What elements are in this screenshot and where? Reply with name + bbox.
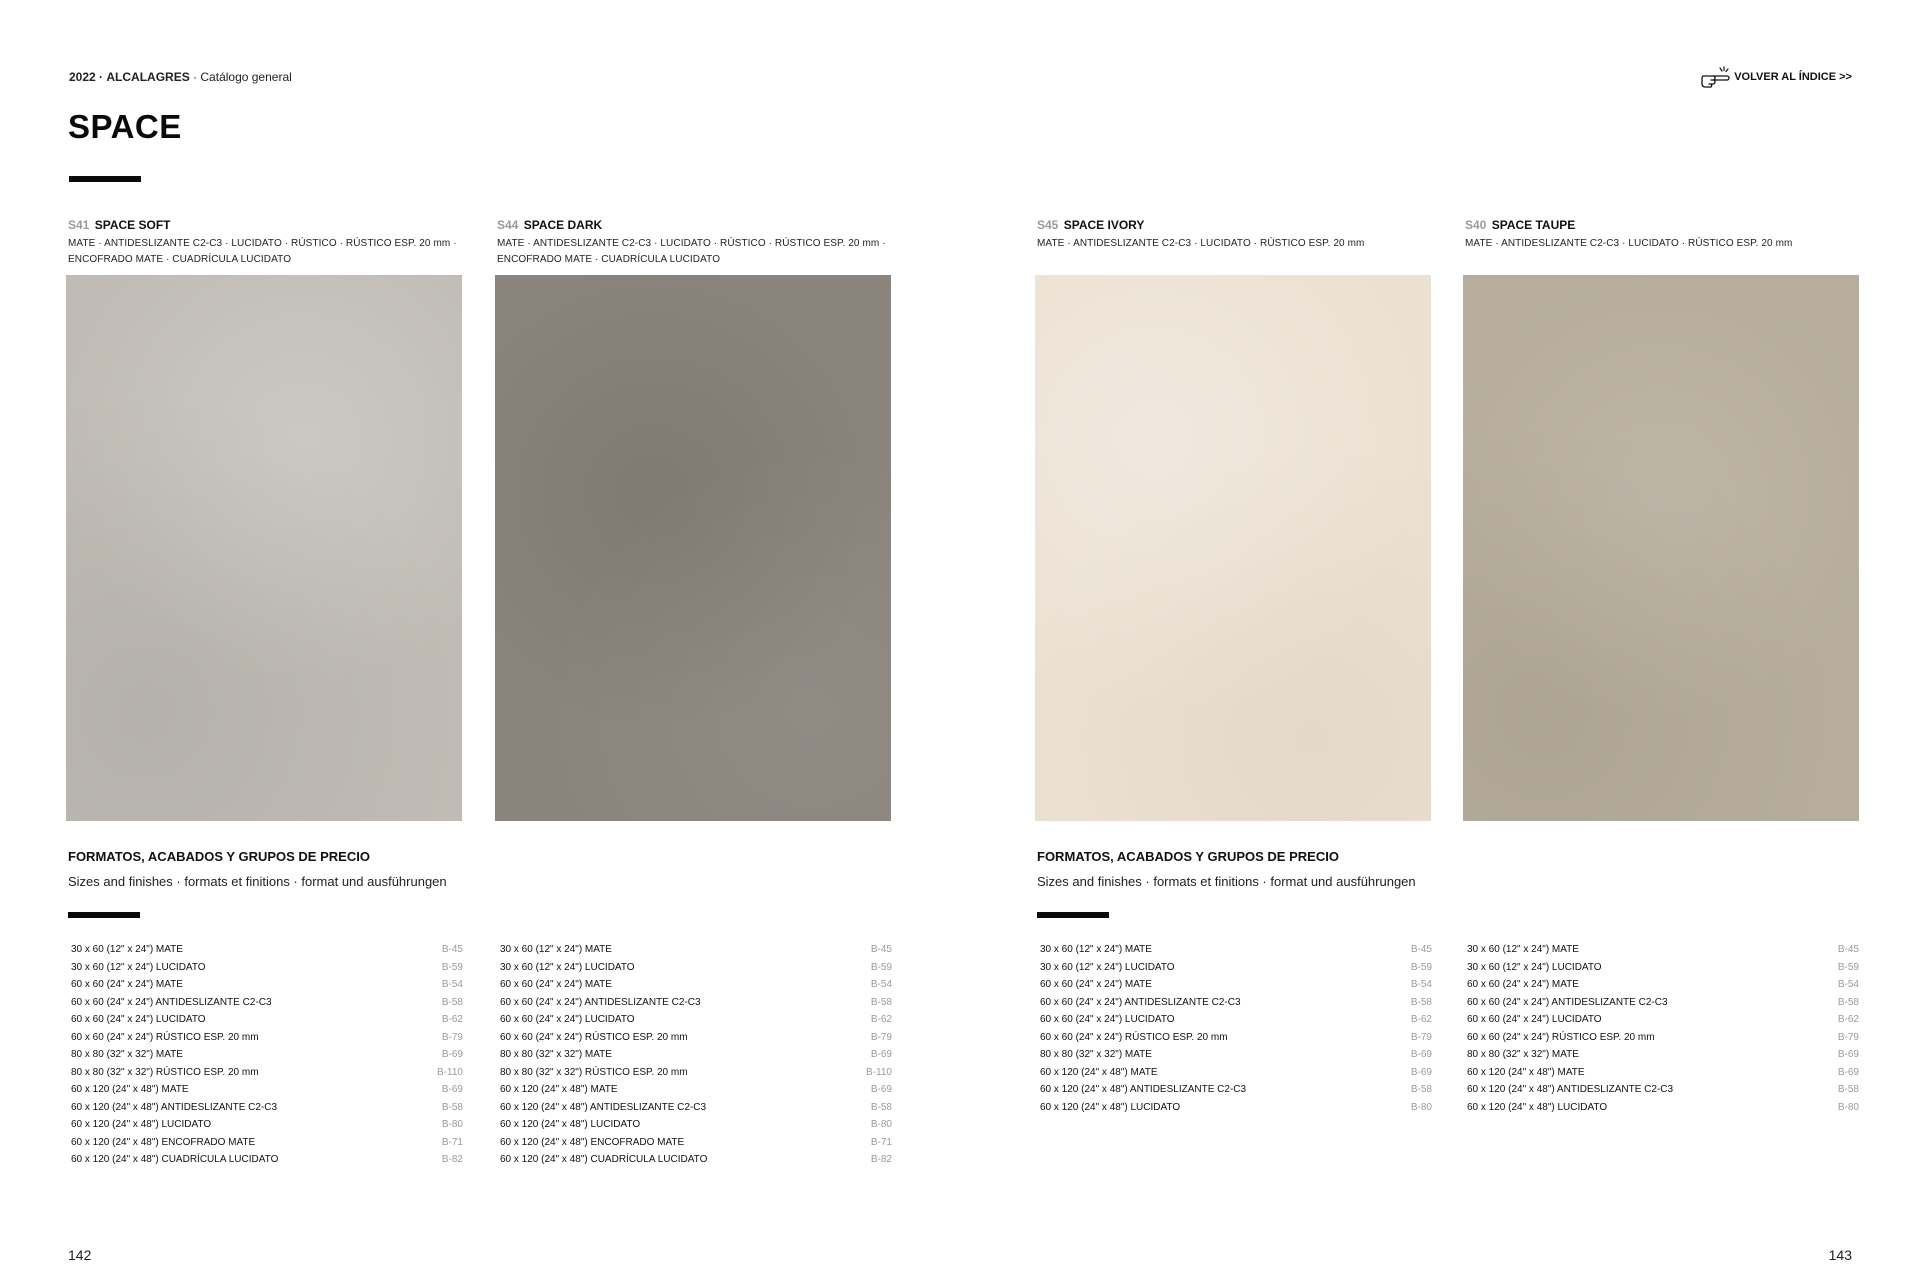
product-header-space-ivory xyxy=(1037,218,1437,252)
format-list-space-ivory xyxy=(1040,941,1432,1116)
product-header-space-dark xyxy=(497,218,897,268)
format-row xyxy=(71,941,463,959)
format-name: 60 x 60 (24" x 24") LUCIDATO xyxy=(1040,1014,1175,1026)
format-name: 60 x 120 (24" x 48") MATE xyxy=(500,1084,618,1096)
format-name: 60 x 120 (24" x 48") LUCIDATO xyxy=(500,1119,641,1131)
format-name: 30 x 60 (12" x 24") LUCIDATO xyxy=(1040,961,1175,973)
format-row xyxy=(1040,994,1432,1012)
format-row xyxy=(1467,1099,1859,1117)
format-name: 60 x 120 (24" x 48") LUCIDATO xyxy=(71,1119,212,1131)
page-title: SPACE xyxy=(68,108,182,145)
format-row xyxy=(1040,1081,1432,1099)
price-group-code: B-45 xyxy=(870,944,892,956)
product-finishes-line: MATE · ANTIDESLIZANTE C2-C3 · LUCIDATO · RÚSTICO ESP. 20 mm xyxy=(1465,238,1793,249)
format-row xyxy=(1040,1046,1432,1064)
format-name: 80 x 80 (32" x 32") MATE xyxy=(1040,1049,1152,1061)
format-row xyxy=(1040,1064,1432,1082)
format-row xyxy=(500,994,892,1012)
format-row xyxy=(71,976,463,994)
format-name: 80 x 80 (32" x 32") MATE xyxy=(71,1049,183,1061)
formats-underline xyxy=(68,912,140,918)
product-header-space-soft xyxy=(68,218,468,268)
format-row xyxy=(1467,941,1859,959)
format-row xyxy=(500,1151,892,1169)
format-row xyxy=(500,1029,892,1047)
format-row xyxy=(500,1099,892,1117)
format-row xyxy=(500,1064,892,1082)
price-group-code: B-54 xyxy=(441,979,463,991)
product-finishes xyxy=(68,236,468,268)
price-group-code: B-69 xyxy=(441,1084,463,1096)
format-row xyxy=(71,1011,463,1029)
format-name: 60 x 120 (24" x 48") ANTIDESLIZANTE C2-C3 xyxy=(1040,1084,1247,1096)
format-row xyxy=(1467,1029,1859,1047)
format-name: 60 x 120 (24" x 48") MATE xyxy=(71,1084,189,1096)
product-code: S41 xyxy=(68,218,90,232)
formats-subheading: Sizes and finishes · formats et finitions · format und ausführungen xyxy=(68,874,447,889)
price-group-code: B-69 xyxy=(870,1049,892,1061)
format-name: 60 x 120 (24" x 48") MATE xyxy=(1040,1066,1158,1078)
format-row xyxy=(71,1046,463,1064)
product-finishes-line: ENCOFRADO MATE · CUADRÍCULA LUCIDATO xyxy=(68,254,292,265)
page-number-left: 142 xyxy=(68,1247,92,1263)
format-name: 30 x 60 (12" x 24") MATE xyxy=(1467,944,1579,956)
format-row xyxy=(1040,959,1432,977)
format-row xyxy=(71,1081,463,1099)
price-group-code: B-79 xyxy=(1410,1031,1432,1043)
format-name: 60 x 60 (24" x 24") RÚSTICO ESP. 20 mm xyxy=(1467,1031,1655,1043)
formats-subheading: Sizes and finishes · formats et finitions · format und ausführungen xyxy=(1037,874,1416,889)
price-group-code: B-58 xyxy=(1410,1084,1432,1096)
format-name: 80 x 80 (32" x 32") MATE xyxy=(1467,1049,1579,1061)
product-finishes xyxy=(497,236,897,268)
price-group-code: B-59 xyxy=(1410,961,1432,973)
header-brand: ALCALAGRES xyxy=(106,70,190,84)
product-code: S45 xyxy=(1037,218,1059,232)
title-underline xyxy=(69,176,141,182)
tile-swatch-space-soft xyxy=(66,275,462,821)
price-group-code: B-54 xyxy=(1837,979,1859,991)
format-row xyxy=(1467,1081,1859,1099)
formats-heading: FORMATOS, ACABADOS Y GRUPOS DE PRECIO xyxy=(68,849,370,864)
price-group-code: B-82 xyxy=(870,1154,892,1166)
format-name: 60 x 60 (24" x 24") RÚSTICO ESP. 20 mm xyxy=(71,1031,259,1043)
format-name: 80 x 80 (32" x 32") RÚSTICO ESP. 20 mm xyxy=(71,1066,259,1078)
format-name: 60 x 60 (24" x 24") LUCIDATO xyxy=(1467,1014,1602,1026)
format-name: 60 x 60 (24" x 24") ANTIDESLIZANTE C2-C3 xyxy=(1467,996,1668,1008)
format-list-space-dark xyxy=(500,941,892,1169)
price-group-code: B-54 xyxy=(870,979,892,991)
formats-heading: FORMATOS, ACABADOS Y GRUPOS DE PRECIO xyxy=(1037,849,1339,864)
format-row xyxy=(500,1081,892,1099)
pointing-hand-icon xyxy=(1700,66,1730,88)
price-group-code: B-62 xyxy=(441,1014,463,1026)
price-group-code: B-79 xyxy=(441,1031,463,1043)
format-row xyxy=(500,959,892,977)
format-name: 60 x 60 (24" x 24") ANTIDESLIZANTE C2-C3 xyxy=(500,996,701,1008)
format-row xyxy=(1467,1064,1859,1082)
format-row xyxy=(1467,1011,1859,1029)
format-name: 30 x 60 (12" x 24") LUCIDATO xyxy=(71,961,206,973)
price-group-code: B-69 xyxy=(441,1049,463,1061)
price-group-code: B-59 xyxy=(1837,961,1859,973)
format-name: 60 x 120 (24" x 48") LUCIDATO xyxy=(1040,1101,1181,1113)
back-to-index-label: VOLVER AL ÍNDICE >> xyxy=(1734,71,1852,83)
format-row xyxy=(71,1064,463,1082)
price-group-code: B-69 xyxy=(1410,1066,1432,1078)
product-finishes xyxy=(1465,236,1865,252)
price-group-code: B-82 xyxy=(441,1154,463,1166)
format-name: 60 x 60 (24" x 24") RÚSTICO ESP. 20 mm xyxy=(1040,1031,1228,1043)
tile-swatch-space-taupe xyxy=(1463,275,1859,821)
product-code: S40 xyxy=(1465,218,1487,232)
format-row xyxy=(500,1134,892,1152)
price-group-code: B-80 xyxy=(441,1119,463,1131)
format-row xyxy=(1467,1046,1859,1064)
price-group-code: B-58 xyxy=(441,996,463,1008)
format-name: 60 x 120 (24" x 48") CUADRÍCULA LUCIDATO xyxy=(500,1154,708,1166)
product-finishes-line: MATE · ANTIDESLIZANTE C2-C3 · LUCIDATO · RÚSTICO · RÚSTICO ESP. 20 mm · xyxy=(497,238,886,249)
format-row xyxy=(71,959,463,977)
price-group-code: B-58 xyxy=(1837,996,1859,1008)
format-row xyxy=(1467,959,1859,977)
format-name: 60 x 60 (24" x 24") MATE xyxy=(1467,979,1579,991)
price-group-code: B-71 xyxy=(441,1136,463,1148)
format-row xyxy=(500,1116,892,1134)
product-name: SPACE TAUPE xyxy=(1491,218,1576,232)
format-row xyxy=(1040,941,1432,959)
price-group-code: B-62 xyxy=(1410,1014,1432,1026)
format-name: 60 x 60 (24" x 24") LUCIDATO xyxy=(500,1014,635,1026)
price-group-code: B-69 xyxy=(1837,1066,1859,1078)
price-group-code: B-80 xyxy=(1837,1101,1859,1113)
product-name: SPACE SOFT xyxy=(94,218,171,232)
price-group-code: B-45 xyxy=(1410,944,1432,956)
format-name: 60 x 60 (24" x 24") MATE xyxy=(500,979,612,991)
price-group-code: B-110 xyxy=(437,1066,463,1078)
format-row xyxy=(1040,1099,1432,1117)
price-group-code: B-69 xyxy=(1837,1049,1859,1061)
format-name: 80 x 80 (32" x 32") MATE xyxy=(500,1049,612,1061)
format-name: 60 x 120 (24" x 48") ENCOFRADO MATE xyxy=(71,1136,256,1148)
tile-swatch-space-ivory xyxy=(1035,275,1431,821)
price-group-code: B-62 xyxy=(870,1014,892,1026)
format-name: 60 x 120 (24" x 48") ENCOFRADO MATE xyxy=(500,1136,685,1148)
format-name: 60 x 60 (24" x 24") ANTIDESLIZANTE C2-C3 xyxy=(1040,996,1241,1008)
price-group-code: B-62 xyxy=(1837,1014,1859,1026)
format-name: 60 x 60 (24" x 24") LUCIDATO xyxy=(71,1014,206,1026)
price-group-code: B-45 xyxy=(1837,944,1859,956)
price-group-code: B-58 xyxy=(441,1101,463,1113)
format-row xyxy=(500,941,892,959)
format-row xyxy=(71,994,463,1012)
formats-underline xyxy=(1037,912,1109,918)
product-header-space-taupe xyxy=(1465,218,1865,252)
price-group-code: B-58 xyxy=(870,996,892,1008)
format-name: 30 x 60 (12" x 24") MATE xyxy=(500,944,612,956)
price-group-code: B-79 xyxy=(870,1031,892,1043)
price-group-code: B-45 xyxy=(441,944,463,956)
format-name: 60 x 120 (24" x 48") ANTIDESLIZANTE C2-C3 xyxy=(1467,1084,1674,1096)
format-name: 60 x 120 (24" x 48") ANTIDESLIZANTE C2-C3 xyxy=(500,1101,707,1113)
price-group-code: B-58 xyxy=(1410,996,1432,1008)
format-row xyxy=(71,1134,463,1152)
format-name: 60 x 120 (24" x 48") LUCIDATO xyxy=(1467,1101,1608,1113)
format-name: 30 x 60 (12" x 24") LUCIDATO xyxy=(500,961,635,973)
price-group-code: B-71 xyxy=(870,1136,892,1148)
back-to-index-link[interactable] xyxy=(1700,66,1852,88)
format-name: 60 x 120 (24" x 48") ANTIDESLIZANTE C2-C3 xyxy=(71,1101,278,1113)
product-finishes-line: ENCOFRADO MATE · CUADRÍCULA LUCIDATO xyxy=(497,254,721,265)
product-name: SPACE IVORY xyxy=(1063,218,1145,232)
format-name: 60 x 60 (24" x 24") MATE xyxy=(1040,979,1152,991)
price-group-code: B-80 xyxy=(1410,1101,1432,1113)
format-list-space-taupe xyxy=(1467,941,1859,1116)
format-row xyxy=(71,1029,463,1047)
price-group-code: B-58 xyxy=(1837,1084,1859,1096)
price-group-code: B-59 xyxy=(441,961,463,973)
product-finishes-line: MATE · ANTIDESLIZANTE C2-C3 · LUCIDATO · RÚSTICO ESP. 20 mm xyxy=(1037,238,1365,249)
format-name: 60 x 60 (24" x 24") MATE xyxy=(71,979,183,991)
format-row xyxy=(71,1151,463,1169)
price-group-code: B-69 xyxy=(870,1084,892,1096)
format-row xyxy=(1467,994,1859,1012)
format-row xyxy=(500,1046,892,1064)
format-row xyxy=(1040,1029,1432,1047)
format-name: 30 x 60 (12" x 24") MATE xyxy=(71,944,183,956)
tile-swatch-space-dark xyxy=(495,275,891,821)
format-list-space-soft xyxy=(71,941,463,1169)
format-row xyxy=(71,1116,463,1134)
price-group-code: B-59 xyxy=(870,961,892,973)
header-subtitle: · Catálogo general xyxy=(193,70,292,84)
format-name: 30 x 60 (12" x 24") LUCIDATO xyxy=(1467,961,1602,973)
format-row xyxy=(1467,976,1859,994)
format-row xyxy=(1040,1011,1432,1029)
format-name: 60 x 60 (24" x 24") ANTIDESLIZANTE C2-C3 xyxy=(71,996,272,1008)
product-finishes-line: MATE · ANTIDESLIZANTE C2-C3 · LUCIDATO · RÚSTICO · RÚSTICO ESP. 20 mm · xyxy=(68,238,457,249)
format-name: 60 x 120 (24" x 48") MATE xyxy=(1467,1066,1585,1078)
format-row xyxy=(500,976,892,994)
format-row xyxy=(500,1011,892,1029)
price-group-code: B-58 xyxy=(870,1101,892,1113)
running-header xyxy=(69,70,292,84)
format-name: 80 x 80 (32" x 32") RÚSTICO ESP. 20 mm xyxy=(500,1066,688,1078)
format-name: 30 x 60 (12" x 24") MATE xyxy=(1040,944,1152,956)
format-row xyxy=(71,1099,463,1117)
price-group-code: B-79 xyxy=(1837,1031,1859,1043)
price-group-code: B-110 xyxy=(866,1066,892,1078)
product-name: SPACE DARK xyxy=(523,218,603,232)
format-row xyxy=(1040,976,1432,994)
product-finishes xyxy=(1037,236,1437,252)
header-year: 2022 · xyxy=(69,70,104,84)
format-name: 60 x 120 (24" x 48") CUADRÍCULA LUCIDATO xyxy=(71,1154,279,1166)
price-group-code: B-80 xyxy=(870,1119,892,1131)
price-group-code: B-54 xyxy=(1410,979,1432,991)
format-name: 60 x 60 (24" x 24") RÚSTICO ESP. 20 mm xyxy=(500,1031,688,1043)
product-code: S44 xyxy=(497,218,519,232)
price-group-code: B-69 xyxy=(1410,1049,1432,1061)
page-number-right: 143 xyxy=(1828,1247,1852,1263)
